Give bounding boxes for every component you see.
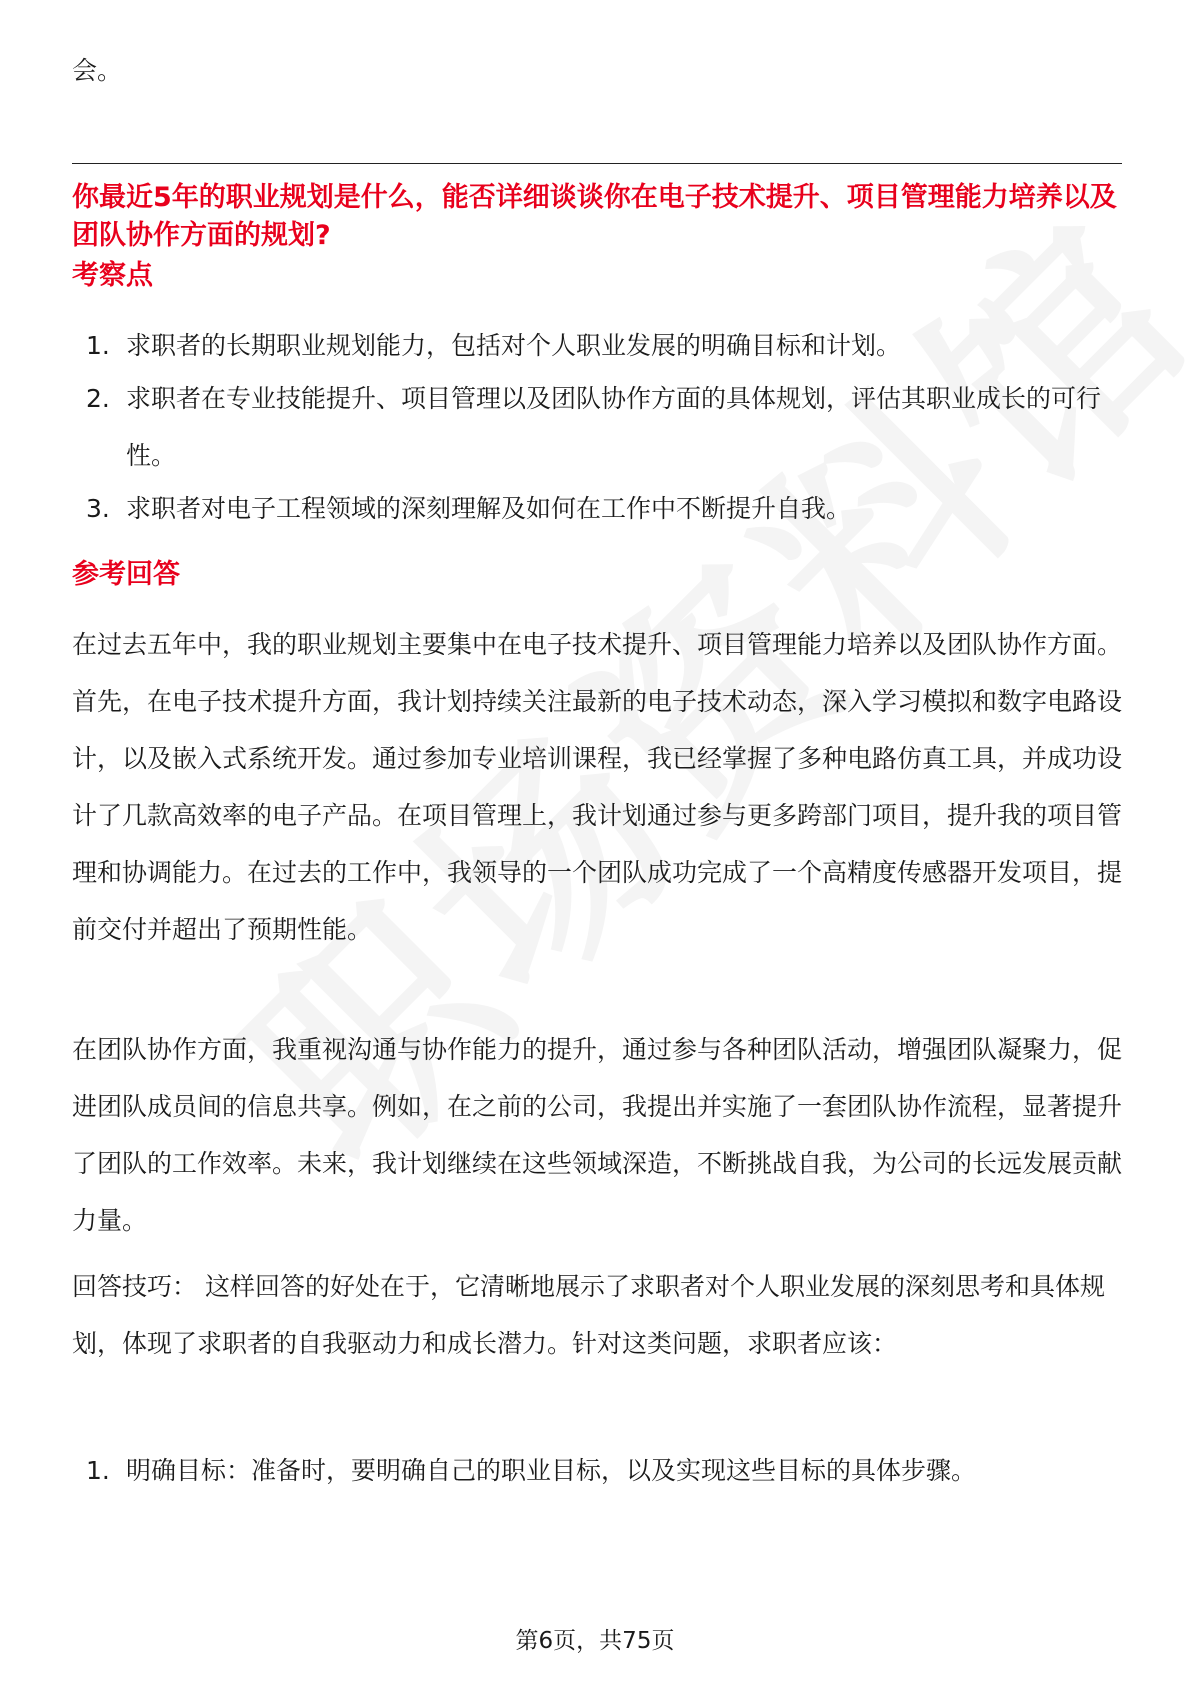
- continuation-text: 会。: [72, 56, 123, 85]
- list-number: 2.: [86, 384, 110, 413]
- assessment-title: 考察点: [72, 260, 153, 291]
- list-item-text: 求职者在专业技能提升、项目管理以及团队协作方面的具体规划，评估其职业成长的可行性。: [126, 384, 1102, 470]
- page-footer: 第6页，共75页: [515, 1628, 675, 1654]
- list-item: [72, 1442, 1122, 1499]
- list-item: [72, 317, 1122, 374]
- list-number: 1.: [86, 331, 110, 360]
- tips-paragraph: 回答技巧： 这样回答的好处在于，它清晰地展示了求职者对个人职业发展的深刻思考和具体规划，体现了求职者的自我驱动力和成长潜力。针对这类问题，求职者应该：: [72, 1272, 1105, 1358]
- assessment-list: [72, 317, 1122, 537]
- question-heading: 你最近5年的职业规划是什么，能否详细谈谈你在电子技术提升、项目管理能力培养以及团队协作方面的规划?: [72, 182, 1117, 251]
- answer-paragraph: 在过去五年中，我的职业规划主要集中在电子技术提升、项目管理能力培养以及团队协作方面。首先，在电子技术提升方面，我计划持续关注最新的电子技术动态，深入学习模拟和数字电路设计，以及嵌入式系统开发。通过参加专业培训课程，我已经掌握了多种电路仿真工具，并成功设计了几款高效率的电子产品。在项目管理上，我计划通过参与更多跨部门项目，提升我的项目管理和协调能力。在过去的工作中，我领导的一个团队成功完成了一个高精度传感器开发项目，提前交付并超出了预期性能。: [72, 630, 1123, 944]
- list-item-text: 求职者对电子工程领域的深刻理解及如何在工作中不断提升自我。: [126, 494, 852, 523]
- answer-paragraph: 在团队协作方面，我重视沟通与协作能力的提升，通过参与各种团队活动，增强团队凝聚力，促进团队成员间的信息共享。例如，在之前的公司，我提出并实施了一套团队协作流程，显著提升了团队的工作效率。未来，我计划继续在这些领域深造，不断挑战自我，为公司的长远发展贡献力量。: [72, 1035, 1123, 1235]
- section-divider: [72, 163, 1122, 164]
- list-item: [72, 480, 1122, 537]
- reference-title: 参考回答: [72, 559, 180, 590]
- list-number: 1.: [86, 1456, 110, 1485]
- list-item-text: 明确目标：准备时，要明确自己的职业目标，以及实现这些目标的具体步骤。: [126, 1456, 977, 1485]
- list-number: 3.: [86, 494, 110, 523]
- tips-list: [72, 1442, 1122, 1499]
- list-item: [72, 370, 1122, 484]
- list-item-text: 求职者的长期职业规划能力，包括对个人职业发展的明确目标和计划。: [126, 331, 902, 360]
